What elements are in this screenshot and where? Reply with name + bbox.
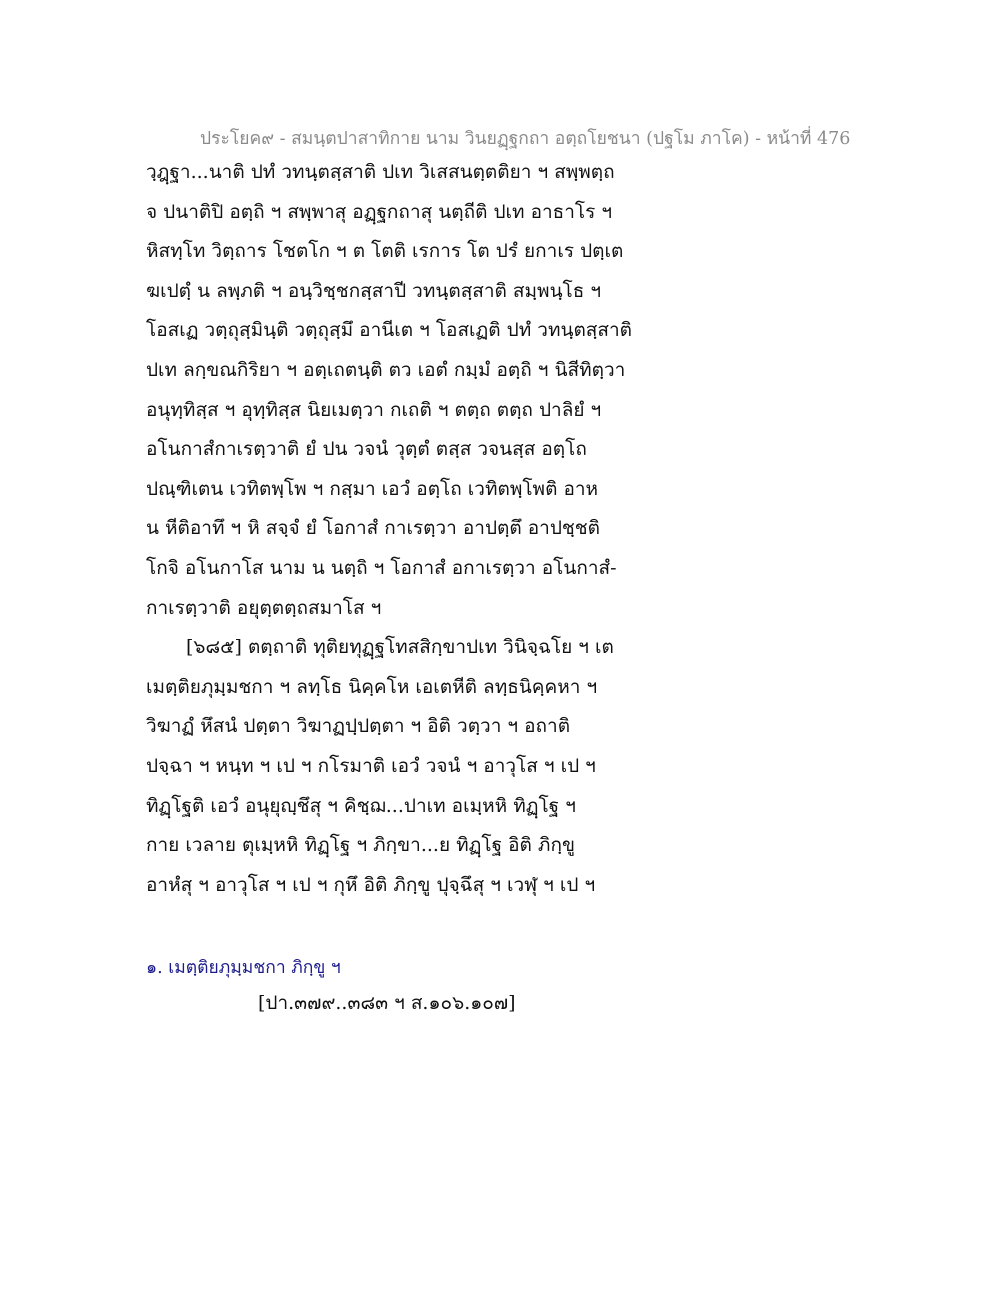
text-line: จ ปนาติปิ อตฺถิ ฯ สพฺพาสุ อฏฺฐกถาสุ นตฺถีติ ปเท อาธาโร ฯ (146, 200, 613, 223)
text-line: อาหํสุ ฯ อาวุโส ฯ เป ฯ กุหึ อิติ ภิกฺขู ปุจฺฉึสุ ฯ เวฬุ ฯ เป ฯ (146, 873, 596, 896)
text-line: วิฆาฏํ หึสนํ ปตฺตา วิฆาฏปฺปตฺตา ฯ อิติ วตฺวา ฯ อถาติ (146, 715, 571, 738)
text-line: ปณฺฑิเตน เวทิตพฺโพ ฯ กสฺมา เอวํ อตฺโถ เวทิตพฺโพติ อาห (146, 477, 599, 500)
text-line: อโนกาสํกาเรตฺวาติ ยํ ปน วจนํ วุตฺตํ ตสฺส วจนสฺส อตฺโถ (146, 438, 587, 461)
text-line: ทิฏฺโฐติ เอวํ อนุยุญฺชึสุ ฯ คิชฺฌ...ปาเท อเมฺหหิ ทิฏฺโฐ ฯ (146, 794, 576, 817)
page-reference: [ปา.๓๗๙..๓๘๓ ฯ ส.๑๐๖.๑๐๗] (258, 992, 516, 1014)
text-line: น หีติอาทึ ฯ หิ สจฺจํ ยํ โอกาสํ กาเรตฺวา อาปตฺตึ อาปชฺชติ (146, 517, 601, 540)
text-line: โกจิ อโนกาโส นาม น นตฺถิ ฯ โอกาสํ อกาเรตฺวา อโนกาสํ- (146, 556, 617, 579)
text-line: ฆเปตฺํ น ลพฺภติ ฯ อนฺวิชฺชกสฺสาปี วทนฺตสฺสาติ สมฺพนฺโธ ฯ (146, 279, 602, 302)
text-line: อนุทฺทิสฺส ฯ อุทฺทิสฺส นิยเมตฺวา กเถติ ฯ ตตฺถ ตตฺถ ปาลิยํ ฯ (146, 398, 602, 421)
text-line: กาเรตฺวาติ อยุตฺตตฺถสมาโส ฯ (146, 596, 382, 619)
text-line: ปเท ลกฺขณกิริยา ฯ อตฺเถตนฺติ ตว เอตํ กมฺมํ อตฺถิ ฯ นิสีทิตฺวา (146, 358, 626, 381)
text-line: ปจฺฉา ฯ หนฺท ฯ เป ฯ กโรมาติ เอวํ วจนํ ฯ อาวุโส ฯ เป ฯ (146, 754, 596, 777)
page-header: ประโยค๙ - สมนฺตปาสาทิกาย นาม วินยฏฺฐกถา อตฺถโยชนา (ปฐโม ภาโค) - หน้าที่ 476 (200, 129, 851, 149)
paragraph-start-line: [๖๘๕] ตตฺถาติ ทุติยทุฏฺฐโทสสิกฺขาปเท วินิจฺฉโย ฯ เต (186, 636, 614, 659)
text-line: หิสทฺโท วิตฺถาร โชตโก ฯ ต โตติ เรการ โต ปรํ ยกาเร ปตฺเต (146, 240, 624, 263)
text-line: วฺฎฺฐา...นาติ ปทํ วทนฺตสฺสาติ ปเท วิเสสนตฺตติยา ฯ สพฺพตฺถ (146, 161, 615, 183)
text-line: เมตฺติยภุมฺมชกา ฯ ลทฺโธ นิคฺคโห เอเตหีติ ลทฺธนิคฺคหา ฯ (146, 675, 598, 698)
text-line: กาย เวลาย ตุเมฺหหิ ทิฏฺโฐ ฯ ภิกฺขา...ย ทิฏฺโฐ อิติ ภิกฺขู (146, 834, 575, 857)
body-text (146, 153, 646, 905)
text-line: โอสเฏ วตฺถุสฺมินฺติ วตฺถุสฺมึ อานีเต ฯ โอสเฏติ ปทํ วทนฺตสฺสาติ (146, 319, 633, 342)
footnote: ๑. เมตฺติยภุมฺมชกา ภิกฺขู ฯ (146, 958, 341, 978)
